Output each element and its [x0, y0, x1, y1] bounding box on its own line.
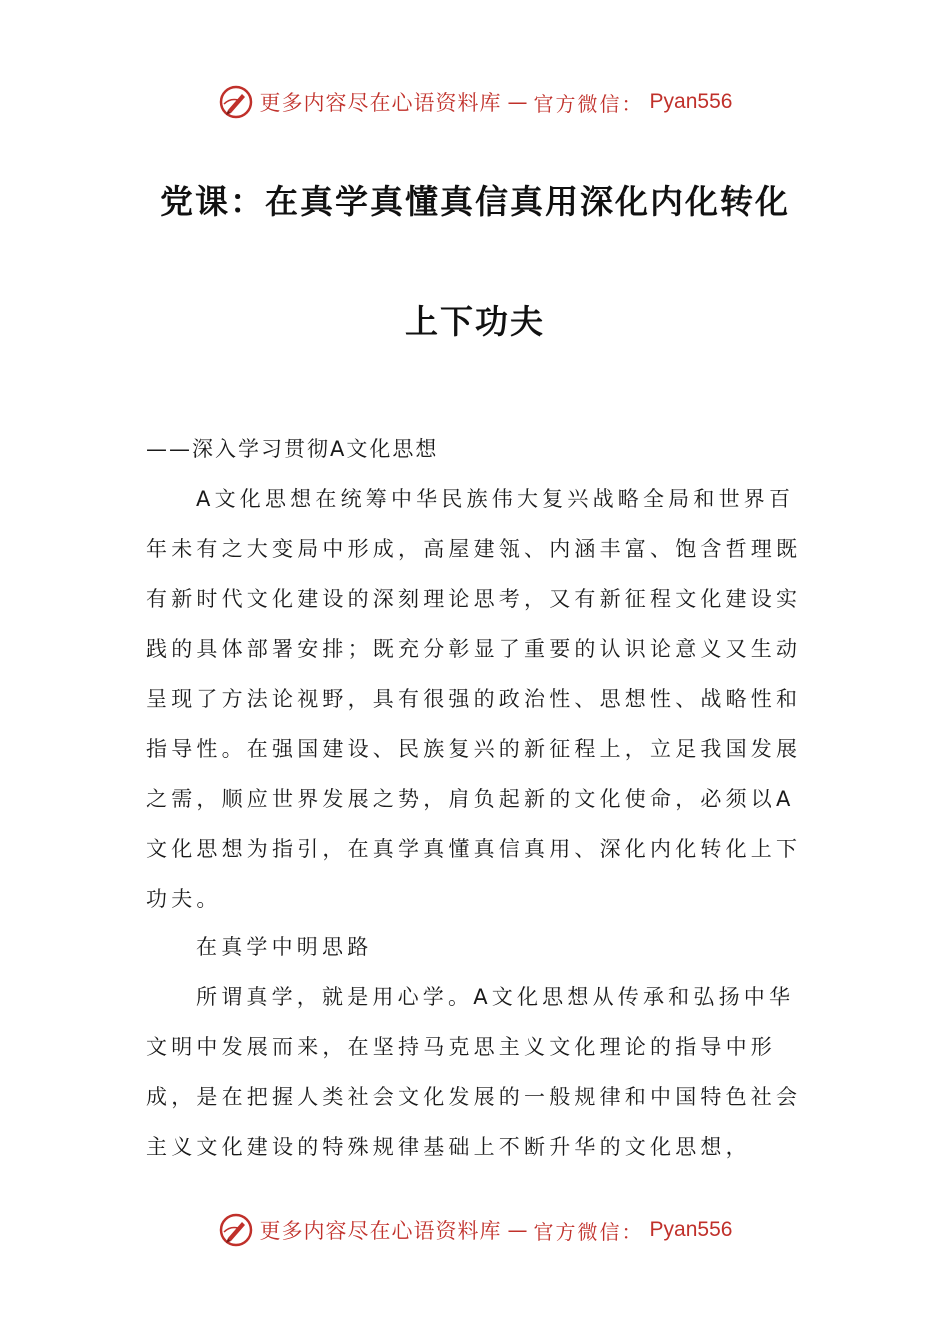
watermark-banner-top — [0, 82, 950, 122]
watermark-separator: — — [507, 90, 528, 114]
watermark-wechat-id: Pyan556 — [649, 1218, 733, 1241]
section-heading: 在真学中明思路 — [196, 935, 373, 959]
watermark-banner-bottom — [0, 1210, 950, 1250]
document-subtitle: ——深入学习贯彻A文化思想 — [146, 437, 439, 461]
watermark-brand: 更多内容尽在心语资料库 — [259, 1219, 502, 1243]
watermark-wechat-id: Pyan556 — [649, 90, 733, 113]
pen-logo-icon — [218, 84, 254, 120]
body-paragraph-1: A文化思想在统筹中华民族伟大复兴战略全局和世界百年未有之大变局中形成，高屋建瓴、内涵丰富、饱含哲理既有新时代文化建设的深刻理论思考，又有新征程文化建设实践的具体部署安排；既充分彰显了重要的认识论意义又生动呈现了方法论视野，具有很强的政治性、思想性、战略性和指导性。在强国建设、民族复兴的新征程上，立足我国发展之需，顺应世界发展之势，肩负起新的文化使命，必须以A文化思想为指引，在真学真懂真信真用、深化内化转化上下功夫。 — [146, 487, 802, 911]
body-paragraph-2: 所谓真学，就是用心学。A文化思想从传承和弘扬中华文明中发展而来，在坚持马克思主义文化理论的指导中形成，是在把握人类社会文化发展的一般规律和中国特色社会主义文化建设的特殊规律基础上不断升华的文化思想， — [146, 985, 802, 1159]
watermark-contact-label: 官方微信： — [533, 1219, 644, 1244]
pen-logo-icon — [218, 1212, 254, 1248]
watermark-brand: 更多内容尽在心语资料库 — [259, 91, 502, 115]
document-title-line-2: 上下功夫 — [405, 302, 545, 341]
watermark-separator: — — [507, 1218, 528, 1242]
document-title-line-1: 党课：在真学真懂真信真用深化内化转化 — [160, 182, 790, 221]
watermark-contact-label: 官方微信： — [533, 91, 644, 116]
